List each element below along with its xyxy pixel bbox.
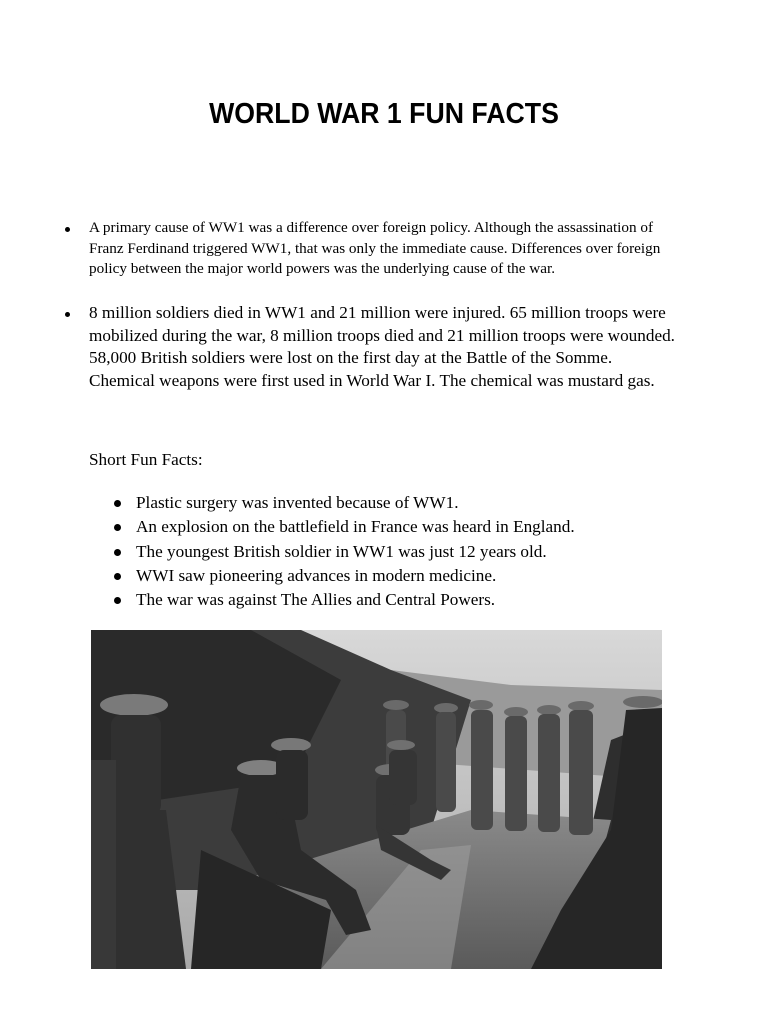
- list-item: [112, 515, 575, 539]
- list-item: [112, 564, 575, 588]
- main-facts-list: [62, 218, 682, 392]
- fact-text: The war was against The Allies and Central Powers.: [136, 590, 496, 610]
- fact-text: An explosion on the battlefield in France was heard in England.: [136, 517, 575, 537]
- bullet-icon: [65, 312, 70, 317]
- bullet-icon: [65, 227, 70, 232]
- list-item: [62, 302, 682, 392]
- bullet-icon: [114, 500, 121, 507]
- short-facts-list: [112, 491, 575, 612]
- fact-text: Plastic surgery was invented because of WW1.: [136, 493, 459, 512]
- page-title: WORLD WAR 1 FUN FACTS: [209, 98, 559, 130]
- list-item: [112, 491, 575, 515]
- bullet-icon: [114, 597, 121, 604]
- list-item: [112, 588, 575, 612]
- trench-soldiers-photo: [91, 630, 662, 969]
- short-facts-heading: Short Fun Facts:: [89, 450, 203, 469]
- list-item: [112, 540, 575, 564]
- bullet-icon: [114, 549, 121, 556]
- fact-text: The youngest British soldier in WW1 was just 12 years old.: [136, 541, 547, 561]
- bullet-icon: [114, 524, 121, 531]
- list-item: [62, 218, 682, 280]
- paragraph-text: 8 million soldiers died in WW1 and 21 million were injured. 65 million troops were mobilized during the war, 8 million troops died and 21 million troops were wounded. 58,000 British soldiers were lost on the first day at the Battle of the Somme. Chemical weapons were first used in World War I. The chemical was mustard gas.: [89, 303, 675, 390]
- paragraph-text: A primary cause of WW1 was a difference over foreign policy. Although the assassination of Franz Ferdinand triggered WW1, that was only the immediate cause. Differences over foreign policy between the major world powers was the underlying cause of the war.: [89, 219, 661, 278]
- bullet-icon: [114, 573, 121, 580]
- fact-text: WWI saw pioneering advances in modern medicine.: [136, 565, 497, 585]
